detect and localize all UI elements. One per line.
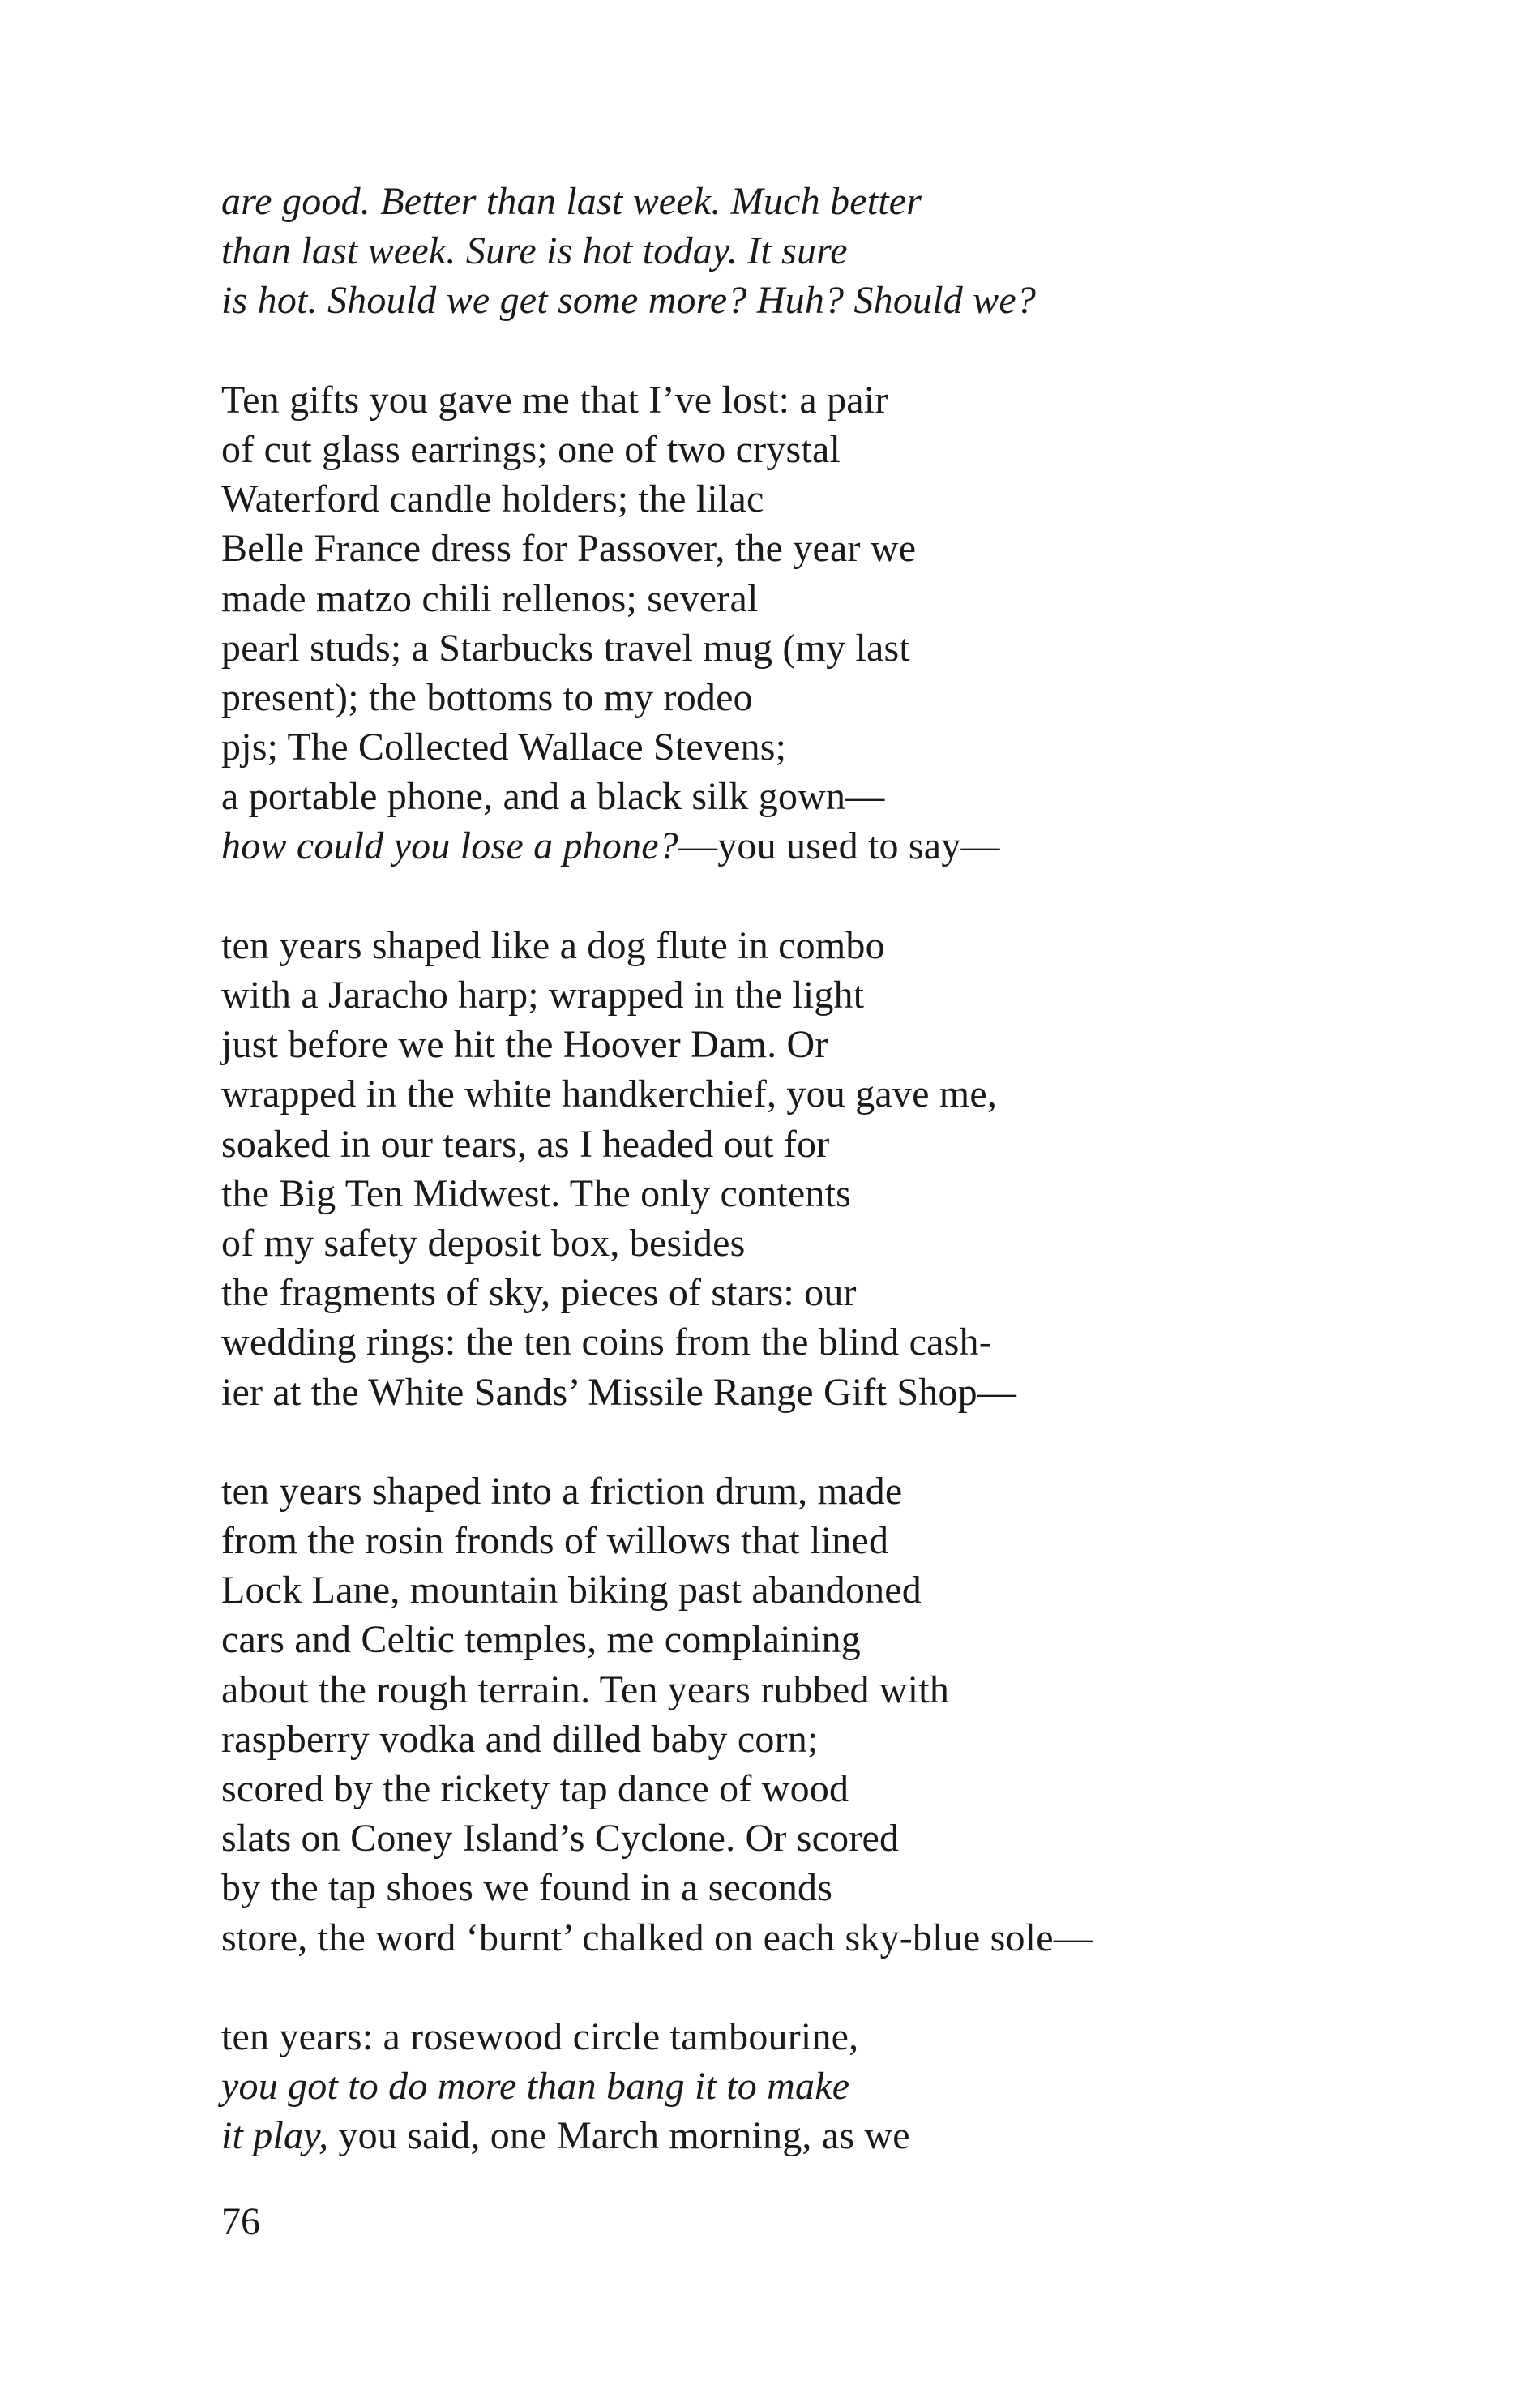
line-text: ten years: a rosewood circle tambourine, [221, 2014, 859, 2058]
line-text: just before we hit the Hoover Dam. Or [221, 1023, 828, 1067]
line-text: ten years shaped like a dog flute in combo [221, 923, 885, 967]
italic-text: how could you lose a phone? [221, 824, 678, 868]
poem-line [221, 2061, 1356, 2111]
line-text: ier at the White Sands’ Missile Range Gift Shop— [221, 1370, 1017, 1414]
poem-line [221, 1317, 1356, 1367]
line-text: pearl studs; a Starbucks travel mug (my last [221, 626, 910, 670]
poem-line [221, 1020, 1356, 1069]
stanza [221, 921, 1356, 1417]
poem-line [221, 226, 1356, 276]
italic-text: are good. Better than last week. Much better [221, 180, 922, 223]
poem-line [221, 1169, 1356, 1218]
line-text: scored by the rickety tap dance of wood [221, 1767, 849, 1810]
line-text: wedding rings: the ten coins from the blind cash- [221, 1321, 992, 1364]
poem-line [221, 1863, 1356, 1912]
line-text: store, the word ‘burnt’ chalked on each sky-blue sole— [221, 1916, 1093, 1959]
line-text: slats on Coney Island’s Cyclone. Or scored [221, 1817, 900, 1860]
poem-line [221, 1565, 1356, 1615]
poem-line [221, 1120, 1356, 1169]
line-text: with a Jaracho harp; wrapped in the light [221, 974, 865, 1017]
poem-body [221, 177, 1356, 2161]
line-text: by the tap shoes we found in a seconds [221, 1866, 833, 1910]
poem-line [221, 772, 1356, 821]
poem-line [221, 1368, 1356, 1417]
line-text: Lock Lane, mountain biking past abandoned [221, 1569, 922, 1612]
poem-line [221, 1268, 1356, 1317]
poem-line [221, 1813, 1356, 1863]
line-text: of cut glass earrings; one of two crystal [221, 427, 841, 471]
italic-text: you got to do more than bang it to make [221, 2065, 850, 2109]
stanza [221, 2012, 1356, 2161]
line-text: ten years shaped into a friction drum, made [221, 1469, 903, 1513]
line-text: the fragments of sky, pieces of stars: our [221, 1271, 857, 1315]
poem-line [221, 821, 1356, 871]
stanza [221, 177, 1356, 326]
line-text: present); the bottoms to my rodeo [221, 675, 753, 719]
line-text: —you used to say— [678, 824, 1000, 868]
italic-text: than last week. Sure is hot today. It sure [221, 229, 848, 273]
line-text: about the rough terrain. Ten years rubbed with [221, 1668, 950, 1711]
line-text: raspberry vodka and dilled baby corn; [221, 1717, 819, 1761]
poem-line [221, 574, 1356, 623]
stanza [221, 1466, 1356, 1963]
line-text: pjs; The Collected Wallace Stevens; [221, 726, 787, 769]
poem-line [221, 673, 1356, 722]
line-text: wrapped in the white handkerchief, you gave me, [221, 1072, 998, 1116]
poem-line [221, 1069, 1356, 1119]
line-text: of my safety deposit box, besides [221, 1221, 746, 1265]
line-text: Belle France dress for Passover, the year we [221, 527, 917, 571]
italic-text: it play, [221, 2114, 329, 2158]
poem-line [221, 375, 1356, 425]
poem-line [221, 1218, 1356, 1268]
italic-text: is hot. Should we get some more? Huh? Should we? [221, 279, 1037, 323]
line-text: you said, one March morning, as we [328, 2114, 910, 2158]
line-text: cars and Celtic temples, me complaining [221, 1618, 861, 1662]
line-text: from the rosin fronds of willows that lined [221, 1519, 889, 1563]
poem-line [221, 970, 1356, 1020]
poem-line [221, 276, 1356, 325]
poem-line [221, 2111, 1356, 2160]
poem-line [221, 524, 1356, 573]
poem-line [221, 1665, 1356, 1715]
poem-line [221, 1764, 1356, 1813]
stanza [221, 375, 1356, 871]
poem-line [221, 2012, 1356, 2061]
line-text: the Big Ten Midwest. The only contents [221, 1171, 852, 1215]
poem-line [221, 474, 1356, 524]
poem-line [221, 1913, 1356, 1963]
poem-line [221, 1516, 1356, 1565]
line-text: soaked in our tears, as I headed out for [221, 1122, 830, 1166]
poem-line [221, 425, 1356, 474]
poem-line [221, 1715, 1356, 1764]
poem-line [221, 1615, 1356, 1664]
poem-line [221, 177, 1356, 226]
line-text: Ten gifts you gave me that I’ve lost: a pair [221, 378, 888, 422]
poem-line [221, 921, 1356, 970]
line-text: a portable phone, and a black silk gown— [221, 775, 885, 819]
poem-line [221, 623, 1356, 673]
poem-line [221, 1466, 1356, 1516]
line-text: Waterford candle holders; the lilac [221, 477, 764, 521]
line-text: made matzo chili rellenos; several [221, 576, 759, 620]
page-number: 76 [221, 2200, 260, 2243]
poem-line [221, 722, 1356, 772]
